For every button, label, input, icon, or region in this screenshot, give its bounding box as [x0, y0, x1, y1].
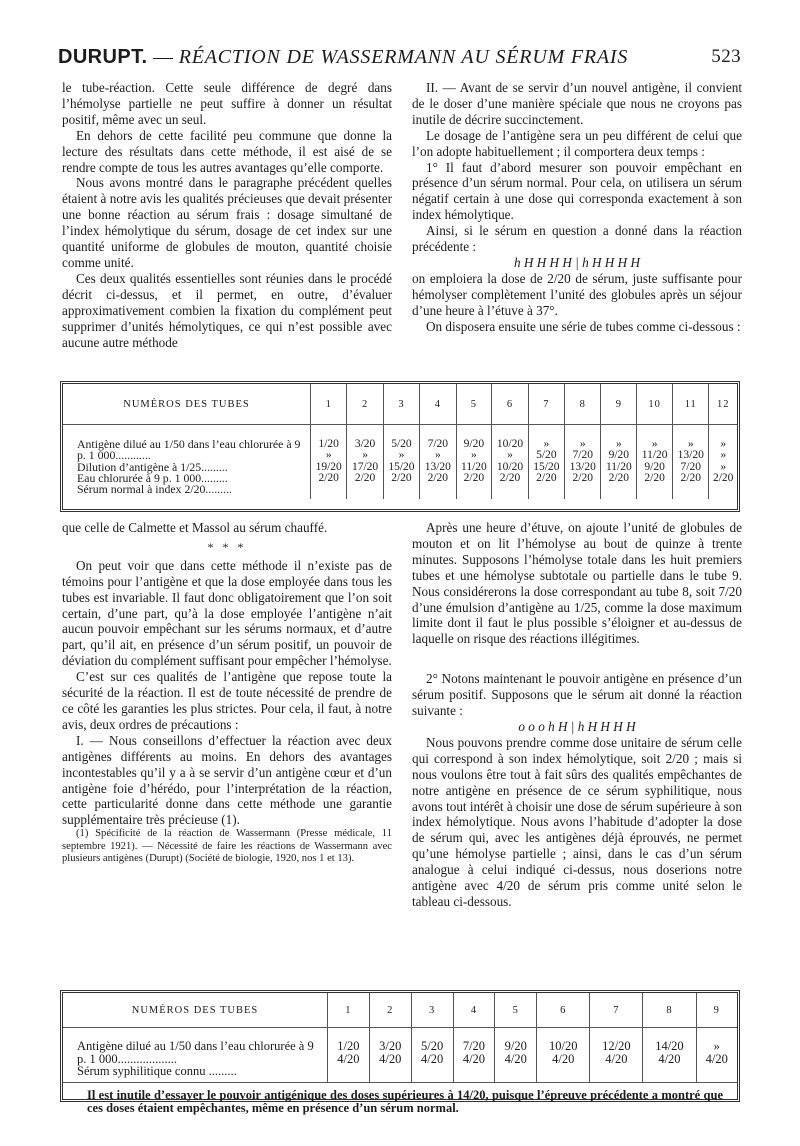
tube-number: 7 [528, 384, 564, 425]
paragraph: que celle de Calmette et Massol au sérum chauffé. [62, 520, 328, 535]
spacer [412, 647, 742, 671]
table-row [63, 1028, 737, 1082]
column-right-middle [412, 520, 742, 910]
tube-number: 4 [453, 993, 495, 1028]
paragraph: C’est sur ces qualités de l’antigène que repose toute la sécurité de la réaction. Il est de toute nécessité de prendre de ce côté les garanties les plus strictes. Pour cela, il faut, à notre avis, deux ordres de précautions : [62, 669, 392, 732]
tube-number: 5 [495, 993, 537, 1028]
tube-column: 14/20 4/20 [643, 1028, 696, 1082]
table-note: Il est inutile d’essayer le pouvoir antigénique des doses supérieures à 14/20, puisque l’épreuve précédente a montré que ces doses étaient empêchantes, même en présence d’un sérum normal. [63, 1082, 737, 1121]
running-header [58, 46, 741, 78]
tube-number: 3 [383, 384, 419, 425]
column-left-middle [62, 520, 392, 866]
table-header-row [63, 384, 737, 425]
row-labels: Antigène dilué au 1/50 dans l’eau chlorurée à 9 p. 1 000................... Sérum syphilitique connu ......... [77, 1039, 314, 1078]
page-number: 523 [711, 46, 741, 67]
tube-column: 1/20 4/20 [328, 1028, 370, 1082]
tube-number: 2 [369, 993, 411, 1028]
tube-number: 4 [420, 384, 456, 425]
tube-number: 5 [456, 384, 492, 425]
reaction-formula: h H H H H | h H H H H [514, 254, 640, 270]
column-right-top [412, 80, 742, 335]
tube-number: 3 [411, 993, 453, 1028]
tube-number: 9 [696, 993, 737, 1028]
tube-number: 9 [601, 384, 637, 425]
paragraph: 1° Il faut d’abord mesurer son pouvoir empêchant en présence d’un sérum normal. Pour cela, on utilisera un sérum négatif certain à une dose qui corresponda exactement à son index hémolytique. [412, 159, 742, 223]
tube-number: 2 [347, 384, 383, 425]
table-header-row [63, 993, 737, 1028]
tube-column: 7/20 4/20 [453, 1028, 495, 1082]
header-dash: — [152, 46, 174, 68]
tube-number: 8 [643, 993, 696, 1028]
header-title: RÉACTION DE WASSERMANN AU SÉRUM FRAIS [178, 46, 629, 68]
paragraph: Nous avons montré dans le paragraphe précédent quelles étaient à notre avis les qualités précieuses que devait présenter une bonne réaction au sérum frais : dosage simultané de l’index hémolytique du sérum, dosage de cet index sur une quantité uniforme de globules de mouton, quantité choisie comme unité. [62, 175, 392, 270]
footnote: (1) Spécificité de la réaction de Wassermann (Presse médicale, 11 septembre 1921). — Nécessité de faire les réactions de Wassermann avec plusieurs antigènes (Durupt) (Société de biologie, 1920, nos 1 et 13). [62, 828, 392, 865]
paragraph: Ainsi, si le sérum en question a donné dans la réaction précédente : [412, 223, 742, 255]
paragraph: 2° Notons maintenant le pouvoir antigène en présence d’un sérum positif. Supposons que le sérum ait donné la réaction suivante : [412, 671, 742, 719]
tube-column: » 13/20 7/20 2/20 [673, 425, 709, 500]
tube-column: 9/20 4/20 [495, 1028, 537, 1082]
paragraph: on emploiera la dose de 2/20 de sérum, juste suffisante pour hémolyser complètement l’unité des globules après un séjour d’une heure à l’étuve à 37°. [412, 270, 742, 318]
tube-column: 3/20 » 17/20 2/20 [347, 425, 383, 500]
table-header-label: NUMÉROS DES TUBES [63, 384, 311, 425]
table-row [63, 425, 737, 500]
paragraph: Le dosage de l’antigène sera un peu différent de celui que l’on adopte habituellement ; il comportera deux temps : [412, 127, 742, 159]
tube-column: 5/20 » 15/20 2/20 [383, 425, 419, 500]
tube-number: 8 [565, 384, 601, 425]
tube-column: 12/20 4/20 [590, 1028, 643, 1082]
tube-column: » 7/20 13/20 2/20 [565, 425, 601, 500]
header-author: DURUPT. [58, 46, 148, 68]
column-left-top [62, 80, 392, 350]
tube-number: 1 [328, 993, 370, 1028]
paragraph: Après une heure d’étuve, on ajoute l’unité de globules de mouton et on lit l’hémolyse au bout de quinze à trente minutes. Supposons l’hémolyse totale dans les huit premiers tubes et une hémolyse subtotale ou partielle dans le tube 9. Nous considérerons la dose correspondant au tube 8, soit 7/20 d’une émulsion d’antigène au 1/25, comme la dose maximum limite dont il faut le plus possible s’éloigner et au-dessus de laquelle on risque des réactions illégitimes. [412, 520, 742, 647]
tube-column: 9/20 » 11/20 2/20 [456, 425, 492, 500]
section-stars: * * * [207, 539, 247, 554]
tube-number: 7 [590, 993, 643, 1028]
table-header-label: NUMÉROS DES TUBES [63, 993, 328, 1028]
tube-column: » » » 2/20 [709, 425, 737, 500]
tube-number: 12 [709, 384, 737, 425]
tube-column: » 5/20 15/20 2/20 [528, 425, 564, 500]
paragraph: Nous pouvons prendre comme dose unitaire de sérum celle qui correspond à son index hémolytique, soit 2/20 ; mais si nous voulons être tout à fait sûrs des qualités empêchantes de notre antigène en présence de ce sérum syphilitique, nous avons tout intérêt à choisir une dose de sérum supérieure à son index hémolytique. Nous avons l’habitude d’adopter la dose de sérum qui, avec les antigènes déjà éprouvés, ne permet qu’une hémolyse partielle ; ainsi, dans le cas d’un sérum analogue à celui indiqué ci-dessus, nous doserions notre antigène avec 4/20 de sérum pris comme unité selon le tableau ci-dessous. [412, 734, 742, 909]
tube-number: 10 [637, 384, 673, 425]
tube-number: 6 [492, 384, 528, 425]
paragraph: II. — Avant de se servir d’un nouvel antigène, il convient de le doser d’une manière spéciale que nous ne croyons pas inutile de décrire succinctement. [412, 80, 742, 127]
paragraph: On disposera ensuite une série de tubes comme ci-dessous : [426, 318, 741, 334]
tube-column: 7/20 » 13/20 2/20 [420, 425, 456, 500]
tube-column: » 11/20 9/20 2/20 [637, 425, 673, 500]
reaction-formula: o o o h H | h H H H H [518, 718, 636, 734]
paragraph: En dehors de cette facilité peu commune que donne la lecture des résultats dans cette méthode, il est aisé de se rendre compte de tous les autres avantages qu’elle comporte. [62, 127, 392, 175]
tube-column: 10/20 » 10/20 2/20 [492, 425, 528, 500]
paragraph: On peut voir que dans cette méthode il n’existe pas de témoins pour l’antigène et que la dose employée dans tous les tubes est invariable. Il faut donc obligatoirement que l’on soit certain, d’une part, qu’à la dose employée l’antigène n’ait aucun pouvoir empêchant sur les sérums normaux, et d’autre part, qu’il ait, en présence d’un sérum positif, un pouvoir de déviation du complément suffisant pour empêcher l’hémolyse. [62, 557, 392, 669]
tube-column: 5/20 4/20 [411, 1028, 453, 1082]
tube-number: 6 [537, 993, 590, 1028]
tube-column: 10/20 4/20 [537, 1028, 590, 1082]
tube-number: 1 [311, 384, 347, 425]
tube-column: » 4/20 [696, 1028, 737, 1082]
tube-number: 11 [673, 384, 709, 425]
tube-column: 1/20 » 19/20 2/20 [311, 425, 347, 500]
row-labels: Antigène dilué au 1/50 dans l’eau chlorurée à 9 p. 1 000............ Dilution d’antigène à 1/25......... Eau chlorurée à 9 p. 1 000......... Sérum normal à index 2/20......... [77, 437, 301, 497]
paragraph: I. — Nous conseillons d’effectuer la réaction avec deux antigènes différents au moins. En dehors des avantages incontestables qu’il y a à se servir d’un antigène cœur et d’un antigène foie d’hérédo, pour l’interprétation de la réaction, cette particularité donne dans cette méthode une garantie supplémentaire très précieuse (1). [62, 732, 392, 828]
tube-column: » 9/20 11/20 2/20 [601, 425, 637, 500]
paragraph: le tube-réaction. Cette seule différence de degré dans l’hémolyse partielle ne peut suffire à donner un résultat positif, même avec un seul. [62, 80, 392, 127]
tubes-table-syphilitic-serum [60, 990, 740, 1115]
paragraph: Ces deux qualités essentielles sont réunies dans le procédé décrit ci-dessus, et il permet, en outre, d’évaluer approximativement combien la fixation du complément peut supprimer d’unités hémolytiques, ce qui n’est possible avec aucune autre méthode [62, 270, 392, 350]
tubes-table-normal-serum [60, 381, 740, 512]
tube-column: 3/20 4/20 [369, 1028, 411, 1082]
